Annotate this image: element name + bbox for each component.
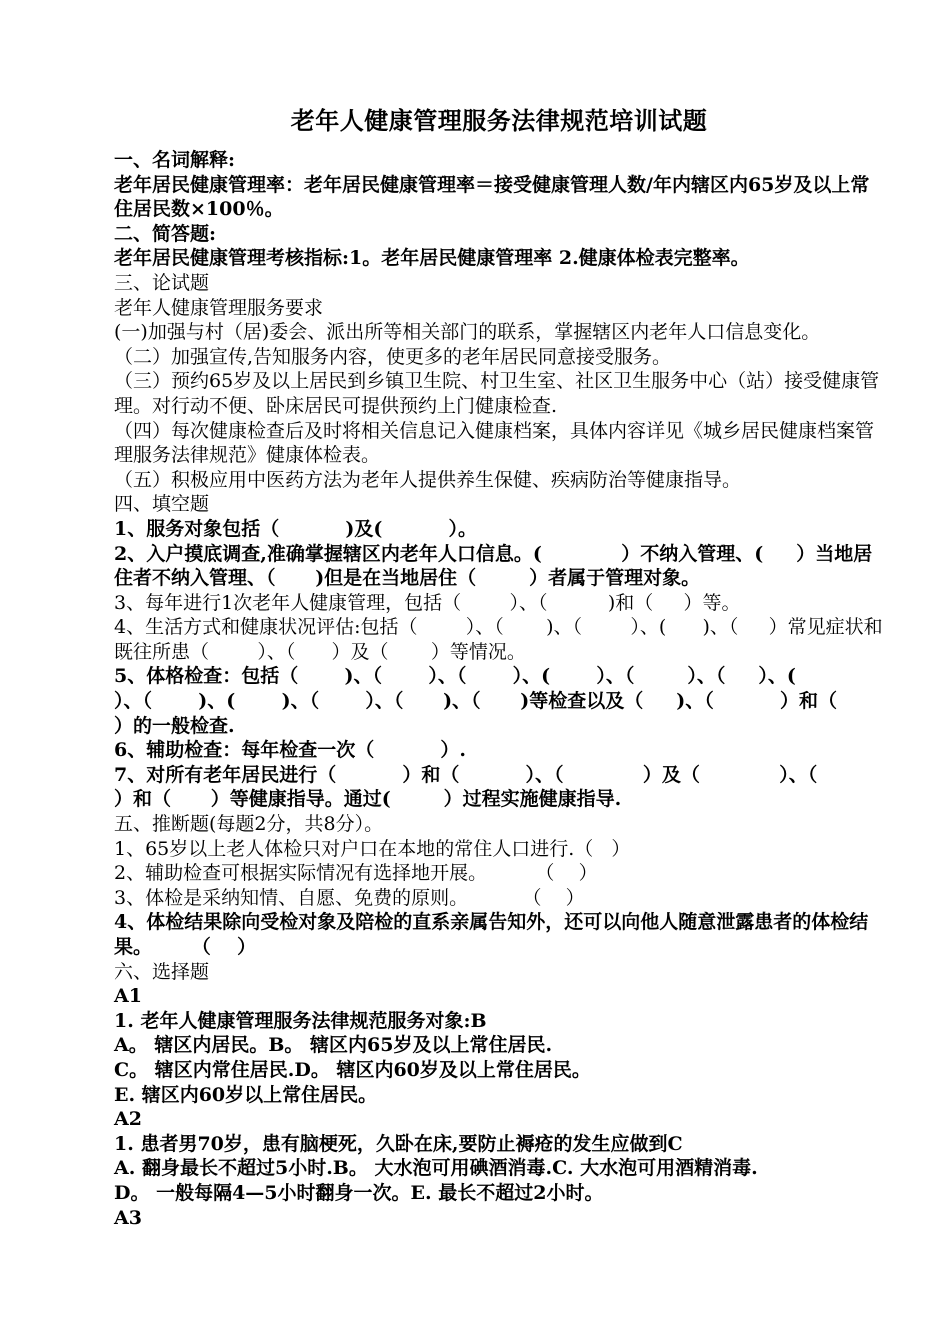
text-line: 4、体检结果除向受检对象及陪检的直系亲属告知外，还可以向他人随意泄露患者的体检结果。 （ ） — [114, 911, 869, 958]
text-line: 2、入户摸底调查,准确掌握辖区内老年人口信息。( ）不纳入管理、( ）当地居住者不纳入管理、（ )但是在当地居住（ ）者属于管理对象。 — [114, 542, 873, 590]
text-line: 1. 老年人健康管理服务法律规范服务对象:B — [114, 1009, 487, 1032]
text-line: 1、服务对象包括（ )及( ）。 — [114, 517, 477, 540]
text-line: A1 — [114, 985, 142, 1008]
text-line: D。 一般每隔4—5小时翻身一次。E. 最长不超过2小时。 — [114, 1181, 604, 1204]
text-line: 6、辅助检查：每年检查一次（ ）. — [114, 739, 466, 762]
text-line: 7、对所有老年居民进行（ ）和（ ）、（ ）及（ ）、（ ）和（ ）等健康指导。通过( ）过程实施健康指导. — [114, 763, 877, 811]
text-line: 4、生活方式和健康状况评估:包括（ ）、（ )、（ ）、( )、（ ）常见症状和既往所患（ ）、（ ）及（ ）等情况。 — [114, 616, 883, 663]
text-line: (一)加强与村（居)委会、派出所等相关部门的联系，掌握辖区内老年人口信息变化。 — [114, 321, 821, 344]
text-line: 3、体检是采纳知情、自愿、免费的原则。 （ ） — [114, 886, 585, 909]
text-line: 老年居民健康管理考核指标:1。老年居民健康管理率 2.健康体检表完整率。 — [114, 247, 750, 270]
text-line: （二）加强宣传,告知服务内容，使更多的老年居民同意接受服务。 — [114, 345, 672, 368]
document-page — [114, 104, 904, 1230]
text-line: 3、每年进行1次老年人健康管理，包括（ ）、（ )和（ ）等。 — [114, 591, 741, 614]
text-line: 六、选择题 — [114, 960, 210, 983]
text-line: 老年居民健康管理率：老年居民健康管理率＝接受健康管理人数/年内辖区内65岁及以上常住居民数×100％。 — [114, 173, 870, 221]
text-line: 二、简答题: — [114, 222, 217, 245]
text-line: 三、论试题 — [114, 271, 210, 294]
text-line: 5、体格检查：包括（ )、（ ）、（ ）、( ）、（ ）、（ ）、( ）、（ )、( )、（ ）、（ )、（ )等检查以及（ )、（ ）和（ ）的一般检查. — [114, 665, 904, 737]
text-line: （四）每次健康检查后及时将相关信息记入健康档案，具体内容详见《城乡居民健康档案管理服务法律规范》健康体检表。 — [114, 419, 875, 467]
text-line: 1、65岁以上老人体检只对户口在本地的常住人口进行.（ ） — [114, 837, 631, 860]
text-line: 1. 患者男70岁，患有脑梗死，久卧在床,要防止褥疮的发生应做到C — [114, 1132, 683, 1155]
text-line: A。 辖区内居民。B。 辖区内65岁及以上常住居民. — [114, 1034, 553, 1057]
text-line: 四、填空题 — [114, 493, 210, 516]
text-line: C。 辖区内常住居民.D。 辖区内60岁及以上常住居民。 — [114, 1058, 591, 1081]
text-line: A2 — [114, 1108, 142, 1131]
document-title: 老年人健康管理服务法律规范培训试题 — [290, 106, 708, 135]
text-line: E. 辖区内60岁以上常住居民。 — [114, 1083, 378, 1106]
text-line: （三）预约65岁及以上居民到乡镇卫生院、村卫生室、社区卫生服务中心（站）接受健康管理。对行动不便、卧床居民可提供预约上门健康检查. — [114, 370, 880, 417]
text-line: 一、名词解释: — [114, 149, 236, 171]
text-line: 2、辅助检查可根据实际情况有选择地开展。 （ ） — [114, 862, 598, 885]
text-line: （五）积极应用中医药方法为老年人提供养生保健、疾病防治等健康指导。 — [114, 468, 742, 491]
document-body — [114, 148, 904, 1230]
text-line: 老年人健康管理服务要求 — [114, 296, 324, 319]
text-line: A3 — [114, 1206, 142, 1229]
text-line: A. 翻身最长不超过5小时.B。 大水泡可用碘酒消毒.C. 大水泡可用酒精消毒. — [114, 1157, 758, 1180]
text-line: 五、推断题(每题2分，共8分）。 — [114, 813, 384, 836]
